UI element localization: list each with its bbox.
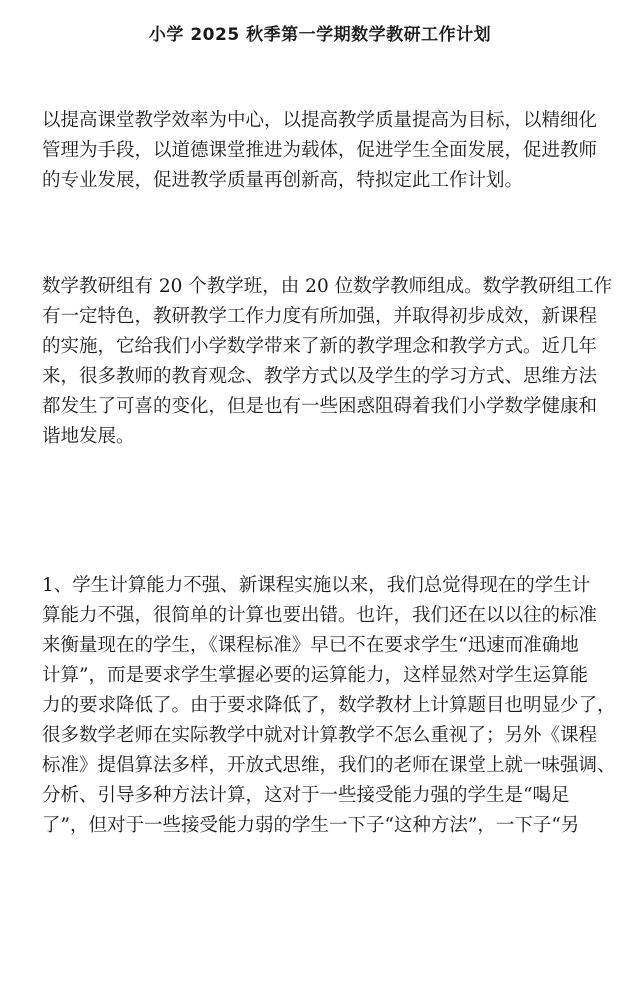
text-line: 都发生了可喜的变化，但是也有一些困惑阻碍着我们小学数学健康和 <box>42 396 598 417</box>
text-line: 分析、引导多种方法计算，这对于一些接受能力强的学生是“喝足 <box>42 785 570 806</box>
text-line: 谐地发展。 <box>42 426 135 447</box>
text-line: 力的要求降低了。由于要求降低了，数学教材上计算题目也明显少了， <box>42 695 616 716</box>
text-line: 的实施，它给我们小学数学带来了新的教学理念和教学方式。近几年 <box>42 336 598 357</box>
text-line: 1、学生计算能力不强、新课程实施以来，我们总觉得现在的学生计 <box>42 575 591 596</box>
text-line: 来，很多教师的教育观念、教学方式以及学生的学习方式、思维方法 <box>42 366 598 387</box>
text-line: 以提高课堂教学效率为中心，以提高教学质量提高为目标，以精细化 <box>42 110 598 131</box>
paragraph-intro <box>42 106 608 196</box>
text-line: 计算”，而是要求学生掌握必要的运算能力，这样显然对学生运算能 <box>42 665 588 686</box>
text-line: 算能力不强，很简单的计算也要出错。也许，我们还在以以往的标准 <box>42 605 598 626</box>
text-line: 来衡量现在的学生，《课程标准》早已不在要求学生“迅速而准确地 <box>42 635 579 656</box>
text-line: 的专业发展，促进教学质量再创新高，特拟定此工作计划。 <box>42 170 524 191</box>
paragraph-issue-1 <box>42 571 616 841</box>
text-line: 数学教研组有 20 个教学班，由 20 位数学教师组成。数学教研组工作 <box>42 276 613 297</box>
text-line: 很多数学老师在实际教学中就对计算教学不怎么重视了；另外《课程 <box>42 725 598 746</box>
text-line: 了”，但对于一些接受能力弱的学生一下子“这种方法”，一下子“另 <box>42 815 580 836</box>
text-line: 标准》提倡算法多样，开放式思维，我们的老师在课堂上就一味强调、 <box>42 755 616 776</box>
text-line: 有一定特色，教研教学工作力度有所加强，并取得初步成效，新课程 <box>42 306 598 327</box>
text-line: 管理为手段，以道德课堂推进为载体，促进学生全面发展，促进教师 <box>42 140 598 161</box>
document-title: 小学 2025 秋季第一学期数学教研工作计划 <box>148 25 492 45</box>
paragraph-situation <box>42 272 613 452</box>
